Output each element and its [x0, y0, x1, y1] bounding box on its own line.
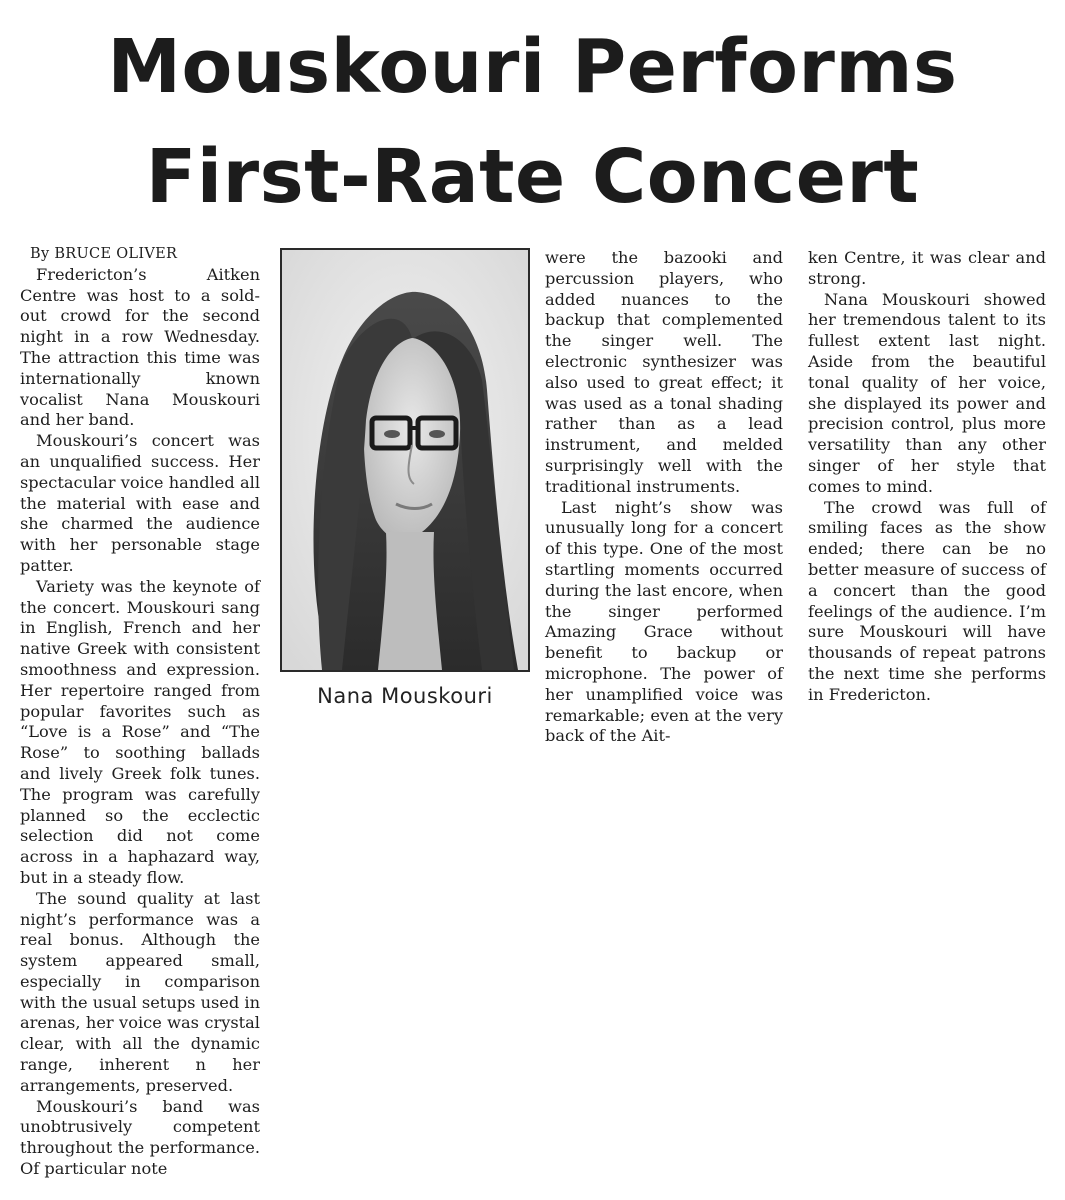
paragraph: were the bazooki and percussion players, who added nuances to the backup that complemented the singer well. The electronic synthesizer was also used to great effect; it was used as a tonal shading rather than as a lead instrument, and melded surprisingly well with the traditional instruments.	[545, 248, 783, 496]
paragraph: Last night’s show was unusually long for a concert of this type. One of the most startling moments occurred during the last encore, when the singer performed Amazing Grace without benefit to backup or microphone. The power of her unamplified voice was remarkable; even at the very back of the Ait-	[545, 497, 783, 746]
paragraph: ken Centre, it was clear and strong.	[808, 248, 1046, 288]
paragraph: Variety was the keynote of the concert. Mouskouri sang in English, French and her native Greek with consistent smoothness and expression. Her repertoire ranged from popular favorites such as “Love is a Rose” and “The Rose” to soothing ballads and lively Greek folk tunes. The program was carefully planned so the ecclectic selection did not come across in a haphazard way, but in a steady flow.	[20, 576, 260, 887]
article-column-1	[20, 244, 260, 1180]
photo-caption: Nana Mouskouri	[317, 684, 493, 708]
portrait-image	[282, 250, 528, 670]
paragraph: Mouskouri’s concert was an unqualified success. Her spectacular voice handled all the material with ease and she charmed the audience with her personable stage patter.	[20, 431, 260, 575]
byline: By BRUCE OLIVER	[30, 246, 178, 262]
portrait-photo	[280, 248, 530, 672]
article-column-3	[545, 248, 783, 747]
paragraph: Nana Mouskouri showed her tremendous talent to its fullest extent last night. Aside from the beautiful tonal quality of her voice, she displayed its power and precision control, plus more versatility than any other singer of her style that comes to mind.	[808, 289, 1046, 496]
paragraph: The crowd was full of smiling faces as the show ended; there can be no better measure of success of a concert than the good feelings of the audience. I’m sure Mouskouri will have thousands of repeat patrons the next time she performs in Fredericton.	[808, 497, 1046, 704]
headline-line-2: First-Rate Concert	[145, 134, 920, 220]
headline-line-1: Mouskouri Performs	[107, 24, 958, 110]
paragraph: The sound quality at last night’s performance was a real bonus. Although the system appeared small, especially in comparison with the usual setups used in arenas, her voice was crystal clear, with all the dynamic range, inherent n her arrangements, preserved.	[20, 888, 260, 1095]
paragraph: Mouskouri’s band was unobtrusively competent throughout the performance. Of particular note	[20, 1096, 260, 1179]
article-column-4	[808, 248, 1046, 706]
paragraph: Fredericton’s Aitken Centre was host to a sold-out crowd for the second night in a row Wednesday. The attraction this time was internationally known vocalist Nana Mouskouri and her band.	[20, 264, 260, 430]
